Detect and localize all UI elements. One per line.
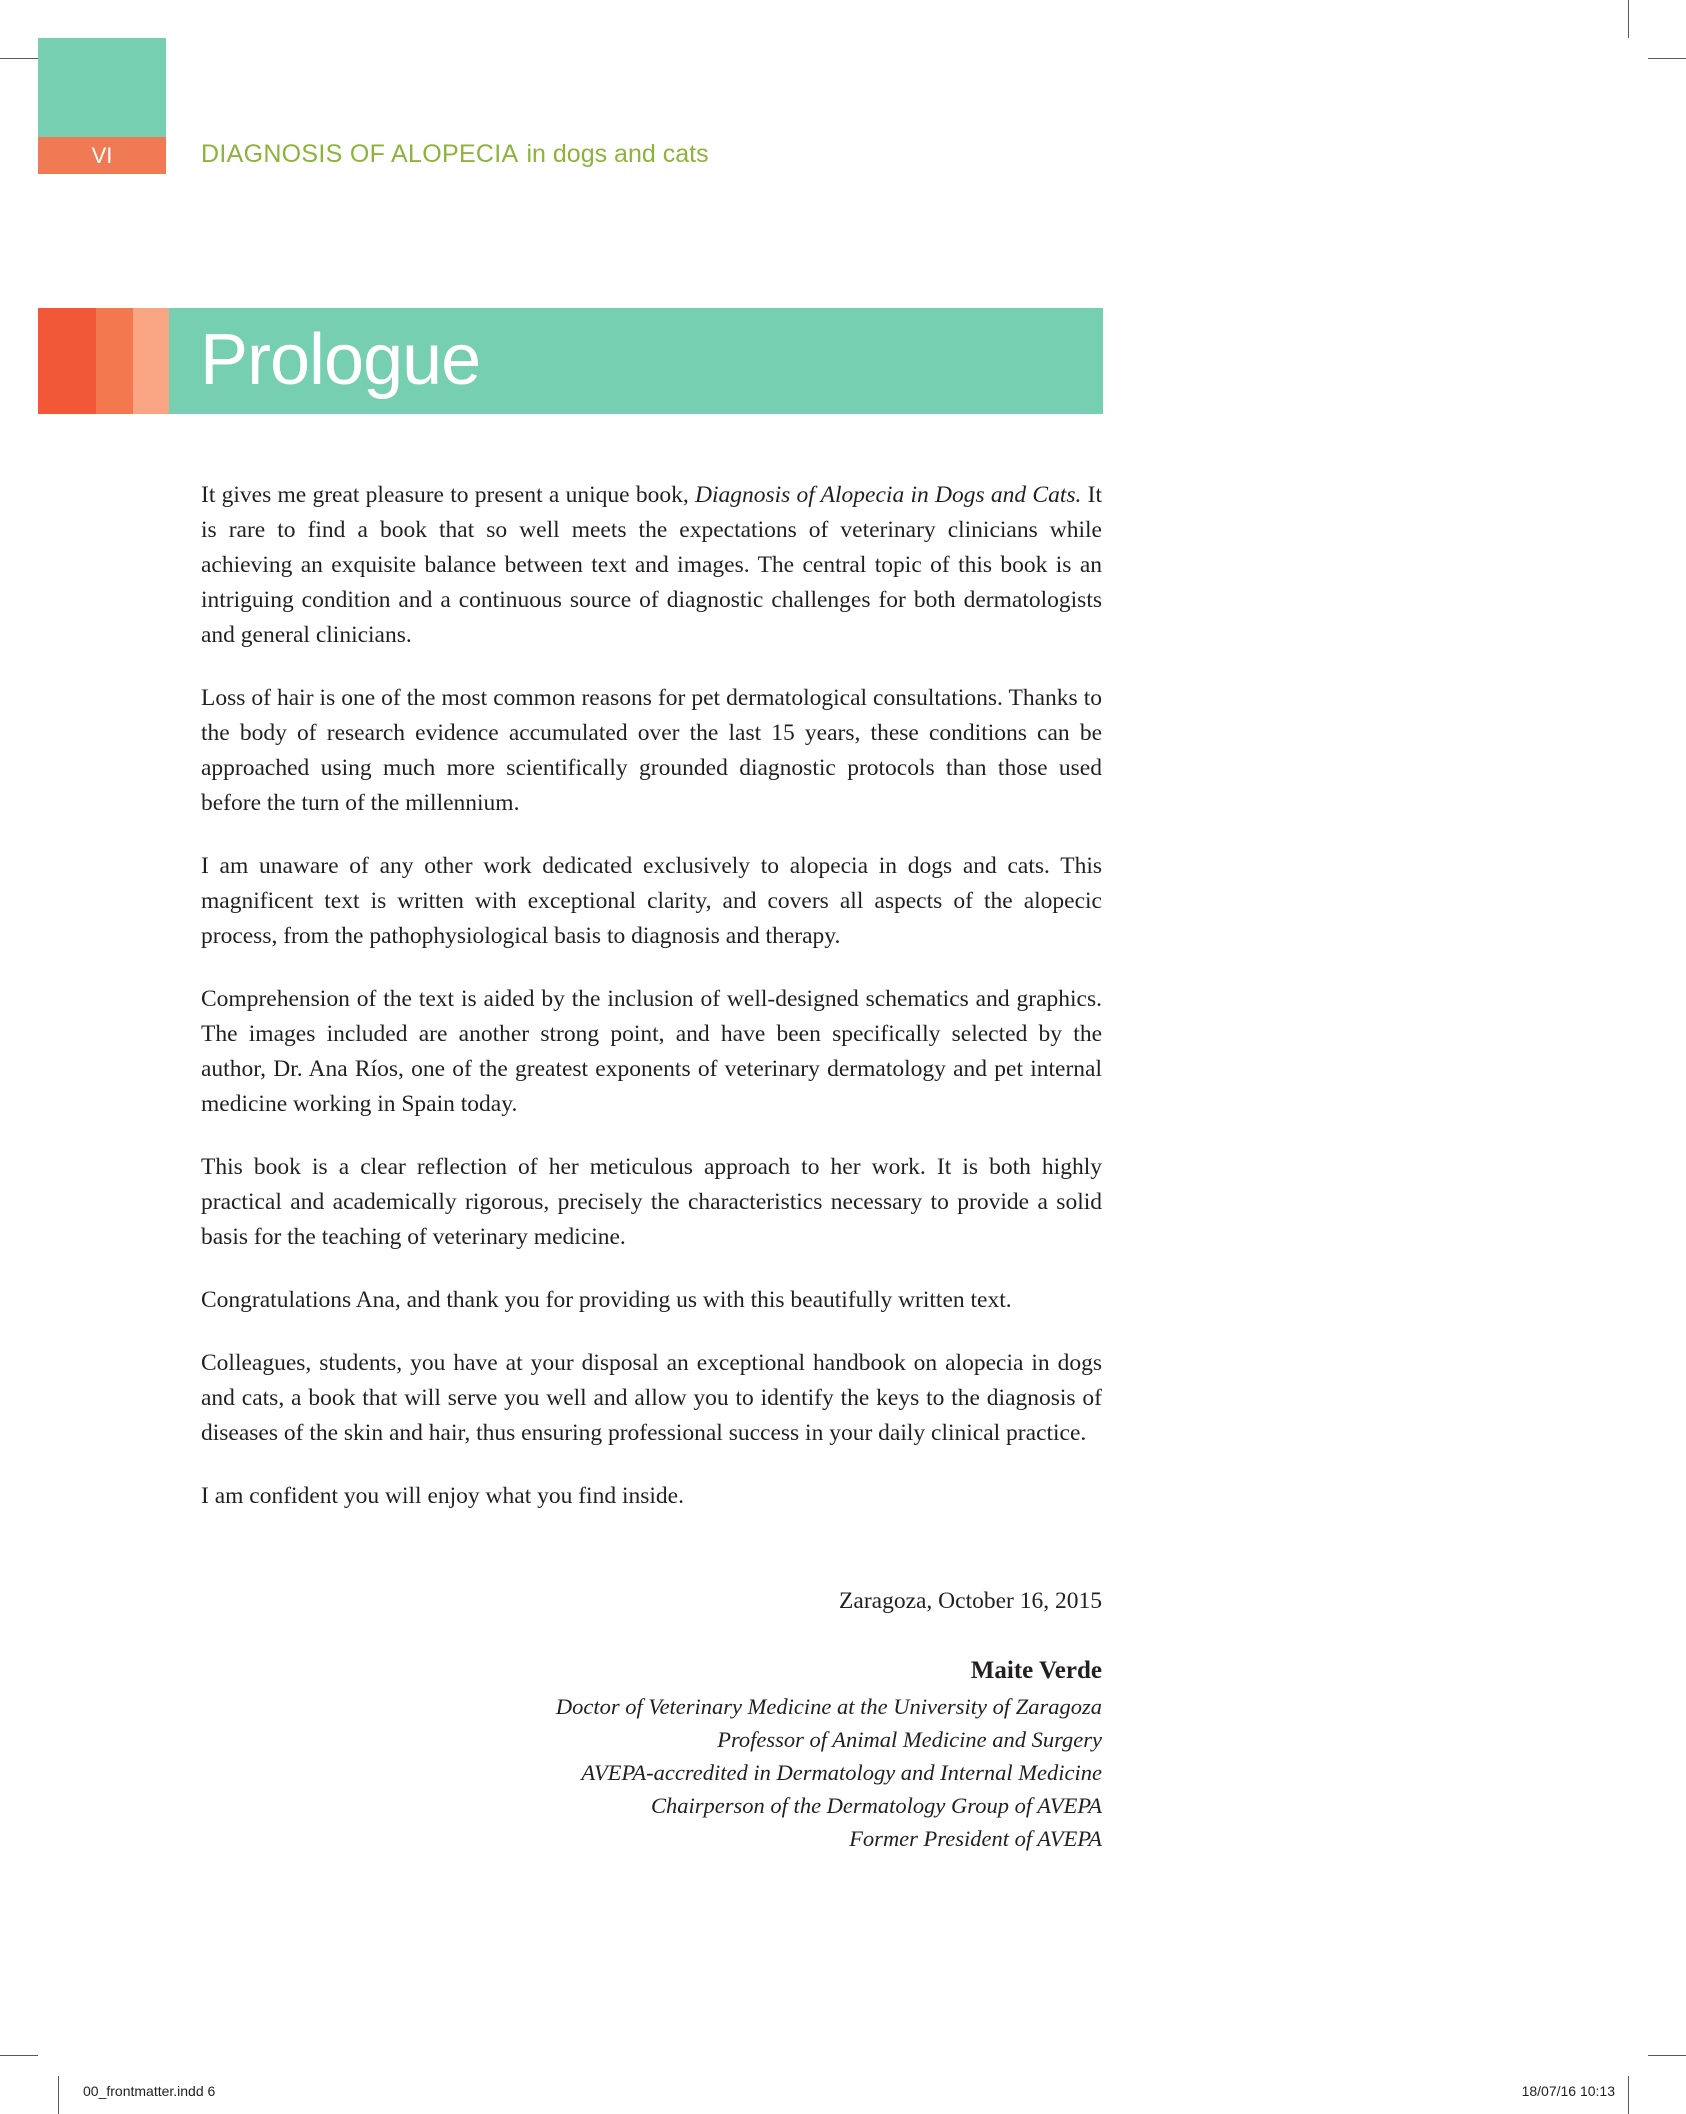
signature-role: Doctor of Veterinary Medicine at the University of Zaragoza xyxy=(555,1694,1102,1719)
slug-filename: 00_frontmatter.indd 6 xyxy=(83,2083,216,2099)
banner-stripe-red xyxy=(38,308,96,414)
crop-mark xyxy=(0,58,38,59)
running-title-sub: in dogs and cats xyxy=(526,140,709,168)
paragraph: Colleagues, students, you have at your disposal an exceptional handbook on alopecia in dogs and cats, a book that will serve you well and allow you to identify the keys to the diagnosis of diseases of the skin and hair, thus ensuring professional success in your daily clinical practice. xyxy=(201,1350,1102,1446)
crop-mark xyxy=(1628,0,1629,38)
paragraph-text: It is rare to find a book that so well meets the expectations of veterinary clinicians while achieving an exquisite balance between text and images. The central topic of this book is an intriguing condition and a continuous source of diagnostic challenges for both dermatologists and general clinicians. xyxy=(201,482,1102,648)
crop-mark xyxy=(0,2055,38,2056)
crop-mark xyxy=(1648,58,1686,59)
paragraph: I am unaware of any other work dedicated exclusively to alopecia in dogs and cats. This magnificent text is written with exceptional clarity, and covers all aspects of the alopecic process, from the pathophysiological basis to diagnosis and therapy. xyxy=(201,853,1102,949)
chapter-banner xyxy=(38,308,1103,414)
chapter-title: Prologue xyxy=(200,320,481,400)
signature-role: Former President of AVEPA xyxy=(849,1826,1102,1851)
running-title-main: DIAGNOSIS OF ALOPECIA xyxy=(201,140,519,168)
crop-mark xyxy=(1628,2076,1629,2114)
banner-stripe-orange xyxy=(96,308,133,414)
paragraph-text: It gives me great pleasure to present a unique book, xyxy=(201,482,695,508)
book-title: Diagnosis of Alopecia in Dogs and Cats. xyxy=(694,482,1082,508)
running-title xyxy=(201,140,709,169)
signature-role: AVEPA-accredited in Dermatology and Internal Medicine xyxy=(581,1760,1102,1785)
signature-role: Chairperson of the Dermatology Group of AVEPA xyxy=(651,1793,1102,1818)
paragraph: I am confident you will enjoy what you find inside. xyxy=(201,1483,684,1509)
slug-timestamp: 18/07/16 10:13 xyxy=(1521,2083,1615,2099)
date-line: Zaragoza, October 16, 2015 xyxy=(839,1588,1102,1614)
paragraph: Loss of hair is one of the most common reasons for pet dermatological consultations. Thanks to the body of research evidence accumulated over the last 15 years, these conditions can be approached using much more scientifically grounded diagnostic protocols than those used before the turn of the millennium. xyxy=(201,685,1102,816)
banner-stripe-salmon xyxy=(133,308,169,414)
crop-mark xyxy=(58,2076,59,2114)
prologue-body xyxy=(201,478,1102,1542)
signature-role: Professor of Animal Medicine and Surgery xyxy=(717,1727,1102,1752)
paragraph: Comprehension of the text is aided by the inclusion of well-designed schematics and graphics. The images included are another strong point, and have been specifically selected by the author, Dr. Ana Ríos, one of the greatest exponents of veterinary dermatology and pet internal medicine working in Spain today. xyxy=(201,986,1102,1117)
crop-mark xyxy=(1648,2055,1686,2056)
paragraph: Congratulations Ana, and thank you for providing us with this beautifully written text. xyxy=(201,1287,1012,1313)
signature-name: Maite Verde xyxy=(970,1657,1102,1684)
paragraph xyxy=(201,478,1102,653)
paragraph: This book is a clear reflection of her meticulous approach to her work. It is both highly practical and academically rigorous, precisely the characteristics necessary to provide a solid basis for the teaching of veterinary medicine. xyxy=(201,1154,1102,1250)
page-number: VI xyxy=(38,137,166,174)
